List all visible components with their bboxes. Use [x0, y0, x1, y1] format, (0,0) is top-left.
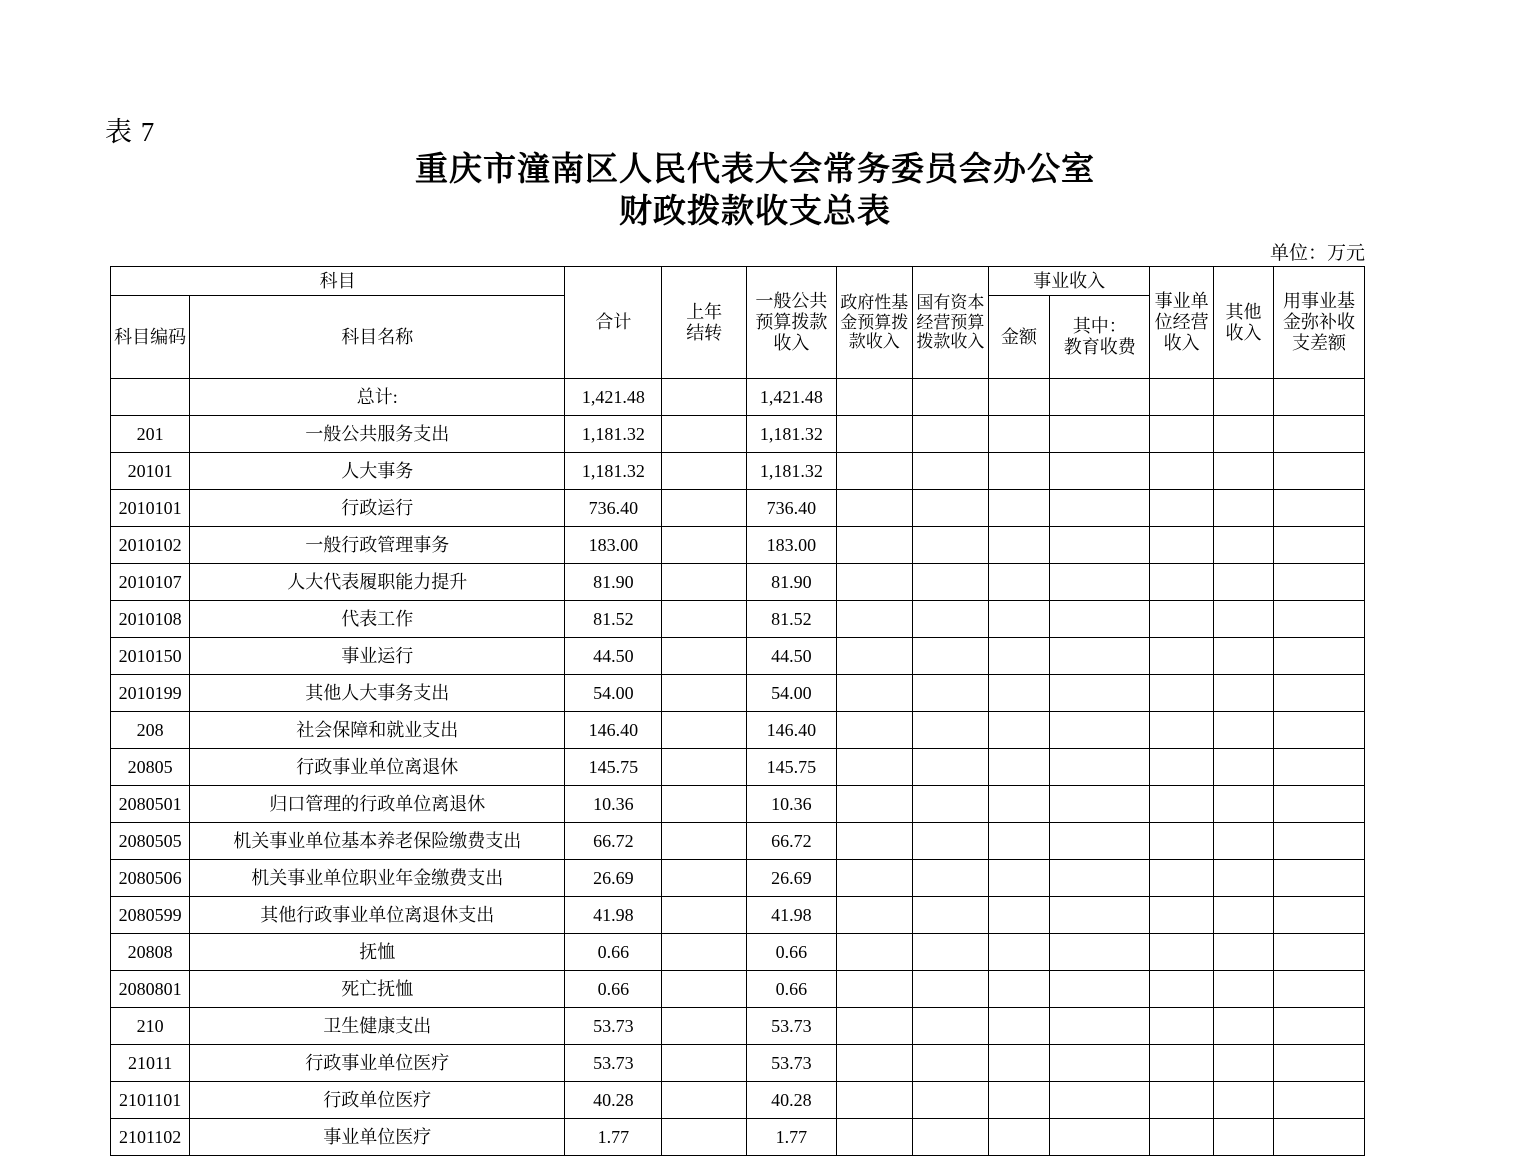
cell-general-public-budget: 81.90 [746, 564, 836, 601]
cell-business-income-amount [988, 564, 1049, 601]
cell-total: 44.50 [565, 638, 662, 675]
cell-subject-code: 2080501 [111, 786, 190, 823]
page-title-line-1: 重庆市潼南区人民代表大会常务委员会办公室 [415, 150, 1095, 187]
cell-total: 0.66 [565, 971, 662, 1008]
cell-subject-name: 其他行政事业单位离退休支出 [190, 897, 565, 934]
unit-note: 单位：万元 [1269, 243, 1365, 264]
cell-subject-name: 行政事业单位离退休 [190, 749, 565, 786]
cell-business-income-amount [988, 601, 1049, 638]
header-subject-name: 科目名称 [190, 296, 565, 379]
cell-business-fund-offset [1274, 601, 1365, 638]
cell-business-fund-offset [1274, 490, 1365, 527]
cell-business-unit-operating [1150, 971, 1213, 1008]
cell-subject-code: 2101101 [111, 1082, 190, 1119]
cell-other-income [1213, 786, 1273, 823]
cell-other-income [1213, 823, 1273, 860]
header-state-capital-budget: 国有资本 经营预算 拨款收入 [912, 267, 988, 379]
cell-gov-fund-budget [836, 675, 912, 712]
header-business-income-edu: 其中： 教育收费 [1050, 296, 1150, 379]
cell-carryover [662, 823, 747, 860]
cell-carryover [662, 1008, 747, 1045]
cell-business-income-edu [1050, 749, 1150, 786]
cell-total: 736.40 [565, 490, 662, 527]
cell-subject-code: 208 [111, 712, 190, 749]
cell-general-public-budget: 1,181.32 [746, 453, 836, 490]
cell-gov-fund-budget [836, 379, 912, 416]
cell-gov-fund-budget [836, 601, 912, 638]
cell-business-fund-offset [1274, 1119, 1365, 1156]
cell-business-unit-operating [1150, 823, 1213, 860]
cell-subject-code: 201 [111, 416, 190, 453]
cell-total: 1.77 [565, 1119, 662, 1156]
cell-subject-name: 代表工作 [190, 601, 565, 638]
cell-gov-fund-budget [836, 971, 912, 1008]
header-gov-fund-budget: 政府性基 金预算拨 款收入 [836, 267, 912, 379]
header-other-income: 其他 收入 [1213, 267, 1273, 379]
cell-business-fund-offset [1274, 638, 1365, 675]
cell-gov-fund-budget [836, 712, 912, 749]
cell-gov-fund-budget [836, 1045, 912, 1082]
cell-business-income-amount [988, 1119, 1049, 1156]
cell-carryover [662, 860, 747, 897]
cell-other-income [1213, 564, 1273, 601]
cell-carryover [662, 1082, 747, 1119]
cell-other-income [1213, 638, 1273, 675]
cell-business-income-amount [988, 416, 1049, 453]
cell-general-public-budget: 183.00 [746, 527, 836, 564]
cell-total: 1,181.32 [565, 416, 662, 453]
table-row [111, 1082, 1365, 1119]
cell-business-income-amount [988, 638, 1049, 675]
cell-business-income-edu [1050, 675, 1150, 712]
cell-business-unit-operating [1150, 1119, 1213, 1156]
cell-state-capital-budget [912, 823, 988, 860]
cell-general-public-budget: 26.69 [746, 860, 836, 897]
cell-total: 54.00 [565, 675, 662, 712]
cell-subject-name: 行政事业单位医疗 [190, 1045, 565, 1082]
cell-business-income-edu [1050, 453, 1150, 490]
cell-subject-name: 归口管理的行政单位离退休 [190, 786, 565, 823]
cell-gov-fund-budget [836, 564, 912, 601]
cell-business-fund-offset [1274, 786, 1365, 823]
table-row [111, 453, 1365, 490]
cell-business-unit-operating [1150, 934, 1213, 971]
cell-business-income-edu [1050, 416, 1150, 453]
cell-business-fund-offset [1274, 934, 1365, 971]
cell-total: 53.73 [565, 1045, 662, 1082]
cell-carryover [662, 675, 747, 712]
cell-subject-code: 2010150 [111, 638, 190, 675]
cell-carryover [662, 601, 747, 638]
cell-general-public-budget: 0.66 [746, 971, 836, 1008]
table-row [111, 1008, 1365, 1045]
cell-general-public-budget: 44.50 [746, 638, 836, 675]
cell-business-income-edu [1050, 1045, 1150, 1082]
cell-subject-code: 2080506 [111, 860, 190, 897]
cell-subject-name: 卫生健康支出 [190, 1008, 565, 1045]
cell-business-fund-offset [1274, 379, 1365, 416]
cell-business-unit-operating [1150, 379, 1213, 416]
cell-general-public-budget: 1,421.48 [746, 379, 836, 416]
cell-state-capital-budget [912, 749, 988, 786]
cell-subject-name: 事业运行 [190, 638, 565, 675]
cell-total: 53.73 [565, 1008, 662, 1045]
header-business-fund-offset: 用事业基 金弥补收 支差额 [1274, 267, 1365, 379]
cell-carryover [662, 453, 747, 490]
cell-state-capital-budget [912, 416, 988, 453]
cell-gov-fund-budget [836, 897, 912, 934]
cell-subject-name: 机关事业单位职业年金缴费支出 [190, 860, 565, 897]
table-row [111, 1119, 1365, 1156]
cell-gov-fund-budget [836, 786, 912, 823]
cell-other-income [1213, 379, 1273, 416]
cell-subject-name: 人大事务 [190, 453, 565, 490]
cell-subject-name: 事业单位医疗 [190, 1119, 565, 1156]
cell-subject-code: 2080599 [111, 897, 190, 934]
cell-business-fund-offset [1274, 675, 1365, 712]
table-row [111, 601, 1365, 638]
cell-carryover [662, 934, 747, 971]
table-row [111, 860, 1365, 897]
table-row [111, 971, 1365, 1008]
cell-subject-name: 抚恤 [190, 934, 565, 971]
cell-business-income-edu [1050, 601, 1150, 638]
cell-business-income-amount [988, 453, 1049, 490]
table-label: 表 7 [105, 117, 156, 147]
cell-state-capital-budget [912, 379, 988, 416]
cell-business-fund-offset [1274, 453, 1365, 490]
cell-business-income-edu [1050, 379, 1150, 416]
header-business-income-group: 事业收入 [988, 267, 1150, 296]
cell-carryover [662, 712, 747, 749]
cell-general-public-budget: 53.73 [746, 1045, 836, 1082]
cell-business-income-edu [1050, 897, 1150, 934]
cell-business-income-amount [988, 527, 1049, 564]
cell-business-income-amount [988, 490, 1049, 527]
cell-business-income-amount [988, 1082, 1049, 1119]
cell-other-income [1213, 416, 1273, 453]
document-title-block [110, 148, 1400, 232]
cell-subject-code: 2080505 [111, 823, 190, 860]
cell-other-income [1213, 897, 1273, 934]
cell-carryover [662, 564, 747, 601]
cell-business-income-amount [988, 1045, 1049, 1082]
cell-general-public-budget: 54.00 [746, 675, 836, 712]
cell-state-capital-budget [912, 638, 988, 675]
cell-total: 41.98 [565, 897, 662, 934]
cell-total: 1,181.32 [565, 453, 662, 490]
cell-business-unit-operating [1150, 749, 1213, 786]
cell-business-income-amount [988, 786, 1049, 823]
cell-business-fund-offset [1274, 712, 1365, 749]
cell-business-fund-offset [1274, 1082, 1365, 1119]
cell-state-capital-budget [912, 601, 988, 638]
cell-general-public-budget: 41.98 [746, 897, 836, 934]
cell-state-capital-budget [912, 527, 988, 564]
cell-state-capital-budget [912, 934, 988, 971]
cell-subject-code: 20808 [111, 934, 190, 971]
cell-business-fund-offset [1274, 416, 1365, 453]
cell-general-public-budget: 40.28 [746, 1082, 836, 1119]
cell-carryover [662, 490, 747, 527]
cell-carryover [662, 416, 747, 453]
cell-other-income [1213, 934, 1273, 971]
cell-state-capital-budget [912, 1008, 988, 1045]
cell-subject-name: 人大代表履职能力提升 [190, 564, 565, 601]
table-row [111, 490, 1365, 527]
cell-subject-name: 死亡抚恤 [190, 971, 565, 1008]
cell-state-capital-budget [912, 971, 988, 1008]
cell-subject-name: 一般行政管理事务 [190, 527, 565, 564]
cell-business-income-edu [1050, 971, 1150, 1008]
cell-subject-name: 行政运行 [190, 490, 565, 527]
cell-business-fund-offset [1274, 823, 1365, 860]
table-body [111, 379, 1365, 1156]
cell-business-unit-operating [1150, 675, 1213, 712]
cell-general-public-budget: 0.66 [746, 934, 836, 971]
cell-business-unit-operating [1150, 1008, 1213, 1045]
cell-business-income-edu [1050, 823, 1150, 860]
cell-total: 66.72 [565, 823, 662, 860]
cell-gov-fund-budget [836, 860, 912, 897]
table-row [111, 379, 1365, 416]
cell-state-capital-budget [912, 786, 988, 823]
cell-business-unit-operating [1150, 786, 1213, 823]
cell-business-income-amount [988, 1008, 1049, 1045]
cell-business-unit-operating [1150, 453, 1213, 490]
cell-business-unit-operating [1150, 564, 1213, 601]
cell-business-income-edu [1050, 527, 1150, 564]
cell-subject-code: 2010102 [111, 527, 190, 564]
cell-business-unit-operating [1150, 601, 1213, 638]
cell-business-unit-operating [1150, 712, 1213, 749]
cell-gov-fund-budget [836, 453, 912, 490]
cell-business-fund-offset [1274, 527, 1365, 564]
cell-business-fund-offset [1274, 564, 1365, 601]
cell-subject-name: 机关事业单位基本养老保险缴费支出 [190, 823, 565, 860]
cell-business-income-amount [988, 749, 1049, 786]
cell-state-capital-budget [912, 897, 988, 934]
cell-general-public-budget: 736.40 [746, 490, 836, 527]
cell-gov-fund-budget [836, 1119, 912, 1156]
cell-business-income-edu [1050, 712, 1150, 749]
cell-business-fund-offset [1274, 860, 1365, 897]
cell-subject-name: 行政单位医疗 [190, 1082, 565, 1119]
cell-subject-code: 20805 [111, 749, 190, 786]
cell-subject-code: 20101 [111, 453, 190, 490]
header-subject-group: 科目 [111, 267, 565, 296]
cell-general-public-budget: 1,181.32 [746, 416, 836, 453]
table-row [111, 564, 1365, 601]
cell-carryover [662, 786, 747, 823]
cell-general-public-budget: 66.72 [746, 823, 836, 860]
cell-subject-code: 2010199 [111, 675, 190, 712]
table-row [111, 823, 1365, 860]
cell-total: 146.40 [565, 712, 662, 749]
cell-general-public-budget: 53.73 [746, 1008, 836, 1045]
table-row [111, 749, 1365, 786]
cell-business-income-edu [1050, 786, 1150, 823]
cell-business-income-edu [1050, 1008, 1150, 1045]
cell-other-income [1213, 712, 1273, 749]
cell-total: 40.28 [565, 1082, 662, 1119]
cell-total: 183.00 [565, 527, 662, 564]
budget-table [110, 266, 1365, 1156]
cell-carryover [662, 1119, 747, 1156]
cell-carryover [662, 897, 747, 934]
cell-business-income-edu [1050, 1082, 1150, 1119]
cell-other-income [1213, 527, 1273, 564]
cell-subject-code [111, 379, 190, 416]
cell-gov-fund-budget [836, 934, 912, 971]
cell-other-income [1213, 971, 1273, 1008]
cell-subject-code: 21011 [111, 1045, 190, 1082]
cell-business-income-edu [1050, 638, 1150, 675]
cell-carryover [662, 638, 747, 675]
cell-business-income-amount [988, 379, 1049, 416]
cell-general-public-budget: 146.40 [746, 712, 836, 749]
cell-state-capital-budget [912, 860, 988, 897]
cell-business-unit-operating [1150, 490, 1213, 527]
header-business-income-amount: 金额 [988, 296, 1049, 379]
cell-carryover [662, 1045, 747, 1082]
cell-total: 10.36 [565, 786, 662, 823]
cell-total: 0.66 [565, 934, 662, 971]
cell-state-capital-budget [912, 490, 988, 527]
cell-business-unit-operating [1150, 897, 1213, 934]
cell-state-capital-budget [912, 453, 988, 490]
cell-business-unit-operating [1150, 860, 1213, 897]
cell-state-capital-budget [912, 1119, 988, 1156]
cell-other-income [1213, 749, 1273, 786]
cell-gov-fund-budget [836, 1082, 912, 1119]
cell-business-fund-offset [1274, 897, 1365, 934]
cell-business-income-amount [988, 675, 1049, 712]
cell-gov-fund-budget [836, 490, 912, 527]
cell-gov-fund-budget [836, 527, 912, 564]
cell-business-unit-operating [1150, 638, 1213, 675]
cell-business-income-edu [1050, 934, 1150, 971]
header-subject-code: 科目编码 [111, 296, 190, 379]
cell-business-unit-operating [1150, 1045, 1213, 1082]
table-row [111, 675, 1365, 712]
cell-total: 145.75 [565, 749, 662, 786]
table-row [111, 416, 1365, 453]
cell-general-public-budget: 1.77 [746, 1119, 836, 1156]
cell-business-fund-offset [1274, 971, 1365, 1008]
cell-carryover [662, 379, 747, 416]
cell-gov-fund-budget [836, 823, 912, 860]
cell-carryover [662, 971, 747, 1008]
cell-other-income [1213, 1008, 1273, 1045]
cell-subject-code: 2010107 [111, 564, 190, 601]
cell-business-income-amount [988, 860, 1049, 897]
cell-subject-code: 2010108 [111, 601, 190, 638]
cell-gov-fund-budget [836, 416, 912, 453]
cell-state-capital-budget [912, 1082, 988, 1119]
cell-total: 81.52 [565, 601, 662, 638]
cell-carryover [662, 527, 747, 564]
cell-subject-name: 一般公共服务支出 [190, 416, 565, 453]
cell-subject-code: 2101102 [111, 1119, 190, 1156]
cell-business-income-amount [988, 934, 1049, 971]
header-general-public-budget: 一般公共 预算拨款 收入 [746, 267, 836, 379]
cell-business-income-amount [988, 712, 1049, 749]
cell-business-fund-offset [1274, 1045, 1365, 1082]
cell-subject-code: 2080801 [111, 971, 190, 1008]
cell-business-fund-offset [1274, 1008, 1365, 1045]
cell-business-income-edu [1050, 1119, 1150, 1156]
cell-other-income [1213, 860, 1273, 897]
cell-other-income [1213, 1045, 1273, 1082]
table-row [111, 638, 1365, 675]
cell-gov-fund-budget [836, 749, 912, 786]
cell-carryover [662, 749, 747, 786]
cell-subject-code: 210 [111, 1008, 190, 1045]
cell-gov-fund-budget [836, 1008, 912, 1045]
cell-subject-name: 总计: [190, 379, 565, 416]
header-total: 合计 [565, 267, 662, 379]
header-carryover: 上年 结转 [662, 267, 747, 379]
cell-total: 26.69 [565, 860, 662, 897]
cell-subject-code: 2010101 [111, 490, 190, 527]
cell-business-income-edu [1050, 860, 1150, 897]
cell-other-income [1213, 490, 1273, 527]
cell-other-income [1213, 453, 1273, 490]
cell-business-income-edu [1050, 564, 1150, 601]
cell-business-unit-operating [1150, 1082, 1213, 1119]
table-row [111, 934, 1365, 971]
cell-subject-name: 社会保障和就业支出 [190, 712, 565, 749]
cell-other-income [1213, 1082, 1273, 1119]
table-row [111, 527, 1365, 564]
table-row [111, 712, 1365, 749]
page-title-line-2: 财政拨款收支总表 [619, 192, 891, 229]
cell-other-income [1213, 1119, 1273, 1156]
cell-total: 1,421.48 [565, 379, 662, 416]
header-business-unit-operating: 事业单 位经营 收入 [1150, 267, 1213, 379]
table-row [111, 786, 1365, 823]
cell-state-capital-budget [912, 712, 988, 749]
cell-general-public-budget: 10.36 [746, 786, 836, 823]
table-row [111, 1045, 1365, 1082]
cell-business-income-amount [988, 971, 1049, 1008]
cell-gov-fund-budget [836, 638, 912, 675]
header-row-1 [111, 267, 1365, 296]
cell-other-income [1213, 601, 1273, 638]
cell-general-public-budget: 81.52 [746, 601, 836, 638]
cell-state-capital-budget [912, 675, 988, 712]
cell-business-income-amount [988, 823, 1049, 860]
cell-general-public-budget: 145.75 [746, 749, 836, 786]
cell-state-capital-budget [912, 564, 988, 601]
table-head [111, 267, 1365, 379]
cell-total: 81.90 [565, 564, 662, 601]
cell-subject-name: 其他人大事务支出 [190, 675, 565, 712]
cell-business-fund-offset [1274, 749, 1365, 786]
cell-business-unit-operating [1150, 527, 1213, 564]
cell-business-unit-operating [1150, 416, 1213, 453]
cell-business-income-amount [988, 897, 1049, 934]
cell-business-income-edu [1050, 490, 1150, 527]
cell-state-capital-budget [912, 1045, 988, 1082]
table-row [111, 897, 1365, 934]
cell-other-income [1213, 675, 1273, 712]
